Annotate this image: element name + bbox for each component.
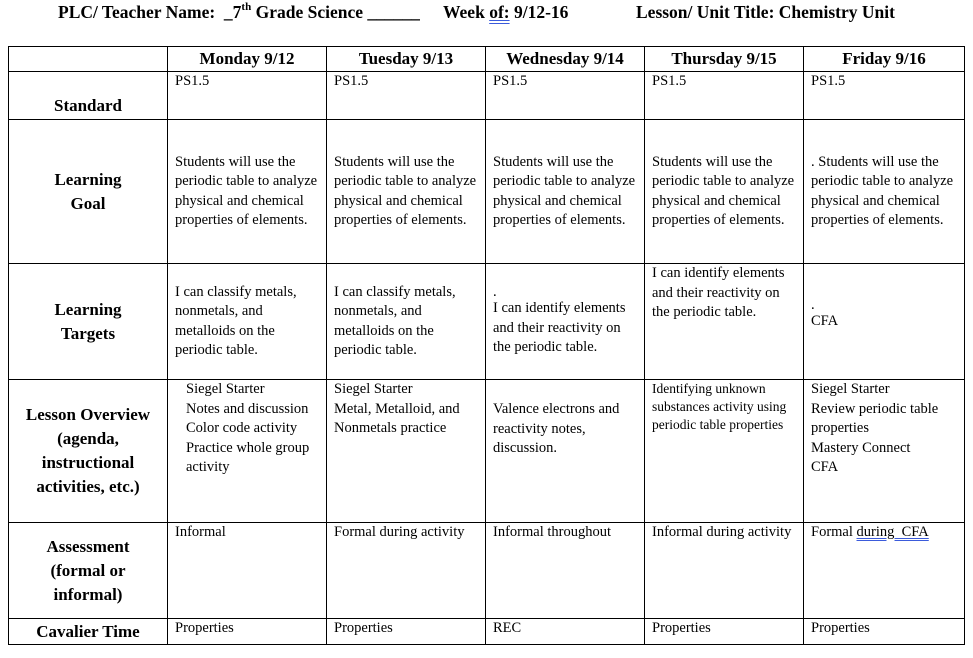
assessment-cell-monday: Informal [168, 523, 327, 619]
learning-goal-cell-thursday: Students will use the periodic table to analyze physical and chemical properties of elements. [645, 120, 804, 264]
row-label-learning-goal: Learning Goal [9, 120, 168, 264]
learning-goal-cell-monday: Students will use the periodic table to analyze physical and chemical properties of elements. [168, 120, 327, 264]
week-label: Week of: 9/12-16 [443, 2, 569, 22]
cavalier-cell-wednesday: REC [486, 619, 645, 645]
standard-cell-tuesday: PS1.5 [327, 72, 486, 120]
row-learning-targets [9, 264, 965, 380]
row-label-cavalier-time: Cavalier Time [9, 619, 168, 645]
row-cavalier-time [9, 619, 965, 645]
row-assessment [9, 523, 965, 619]
learning-goal-cell-wednesday: Students will use the periodic table to analyze physical and chemical properties of elements. [486, 120, 645, 264]
column-header-monday: Monday 9/12 [168, 47, 327, 72]
lesson-overview-cell-monday: Siegel Starter Notes and discussion Color code activity Practice whole group activity [168, 380, 327, 523]
row-standard [9, 72, 965, 120]
standard-cell-monday: PS1.5 [168, 72, 327, 120]
column-header-thursday: Thursday 9/15 [645, 47, 804, 72]
column-header-wednesday: Wednesday 9/14 [486, 47, 645, 72]
column-header-tuesday: Tuesday 9/13 [327, 47, 486, 72]
lesson-overview-cell-tuesday: Siegel Starter Metal, Metalloid, and Nonmetals practice [327, 380, 486, 523]
lesson-unit-title: Lesson/ Unit Title: Chemistry Unit [636, 2, 895, 22]
cavalier-cell-monday: Properties [168, 619, 327, 645]
grade-superscript: th [241, 1, 252, 14]
weekly-lesson-plan-table [8, 46, 965, 645]
row-lesson-overview [9, 380, 965, 523]
standard-cell-friday: PS1.5 [804, 72, 965, 120]
lesson-overview-cell-friday: Siegel Starter Review periodic table properties Mastery Connect CFA [804, 380, 965, 523]
cavalier-cell-thursday: Properties [645, 619, 804, 645]
learning-targets-cell-monday: I can classify metals, nonmetals, and metalloids on the periodic table. [168, 264, 327, 380]
week-of-text: of: [489, 2, 510, 22]
lesson-overview-cell-thursday: Identifying unknown substances activity using periodic table properties [645, 380, 804, 523]
corner-cell [9, 47, 168, 72]
learning-targets-cell-wednesday: . I can identify elements and their reactivity on the periodic table. [486, 264, 645, 380]
header-row [9, 47, 965, 72]
assessment-cell-tuesday: Formal during activity [327, 523, 486, 619]
row-label-assessment: Assessment (formal or informal) [9, 523, 168, 619]
learning-targets-cell-tuesday: I can classify metals, nonmetals, and metalloids on the periodic table. [327, 264, 486, 380]
learning-goal-cell-tuesday: Students will use the periodic table to analyze physical and chemical properties of elements. [327, 120, 486, 264]
learning-targets-cell-friday: . CFA [804, 264, 965, 380]
row-label-learning-targets: Learning Targets [9, 264, 168, 380]
column-header-friday: Friday 9/16 [804, 47, 965, 72]
teacher-name-label: PLC/ Teacher Name: _7th Grade Science ______ [58, 1, 420, 22]
cavalier-cell-friday: Properties [804, 619, 965, 645]
standard-cell-thursday: PS1.5 [645, 72, 804, 120]
learning-goal-cell-friday: . Students will use the periodic table to analyze physical and chemical properties of elements. [804, 120, 965, 264]
lesson-overview-cell-wednesday: Valence electrons and reactivity notes, discussion. [486, 380, 645, 523]
cavalier-cell-tuesday: Properties [327, 619, 486, 645]
assessment-cell-wednesday: Informal throughout [486, 523, 645, 619]
standard-cell-wednesday: PS1.5 [486, 72, 645, 120]
row-label-lesson-overview: Lesson Overview (agenda, instructional activities, etc.) [9, 380, 168, 523]
row-learning-goal [9, 120, 965, 264]
assessment-cell-friday: Formal during CFA [804, 523, 965, 619]
assessment-cell-thursday: Informal during activity [645, 523, 804, 619]
document-header [0, 0, 973, 24]
learning-targets-cell-thursday: I can identify elements and their reactivity on the periodic table. [645, 264, 804, 380]
grammar-flag-underline: during CFA [856, 524, 929, 540]
row-label-standard: Standard [9, 72, 168, 120]
